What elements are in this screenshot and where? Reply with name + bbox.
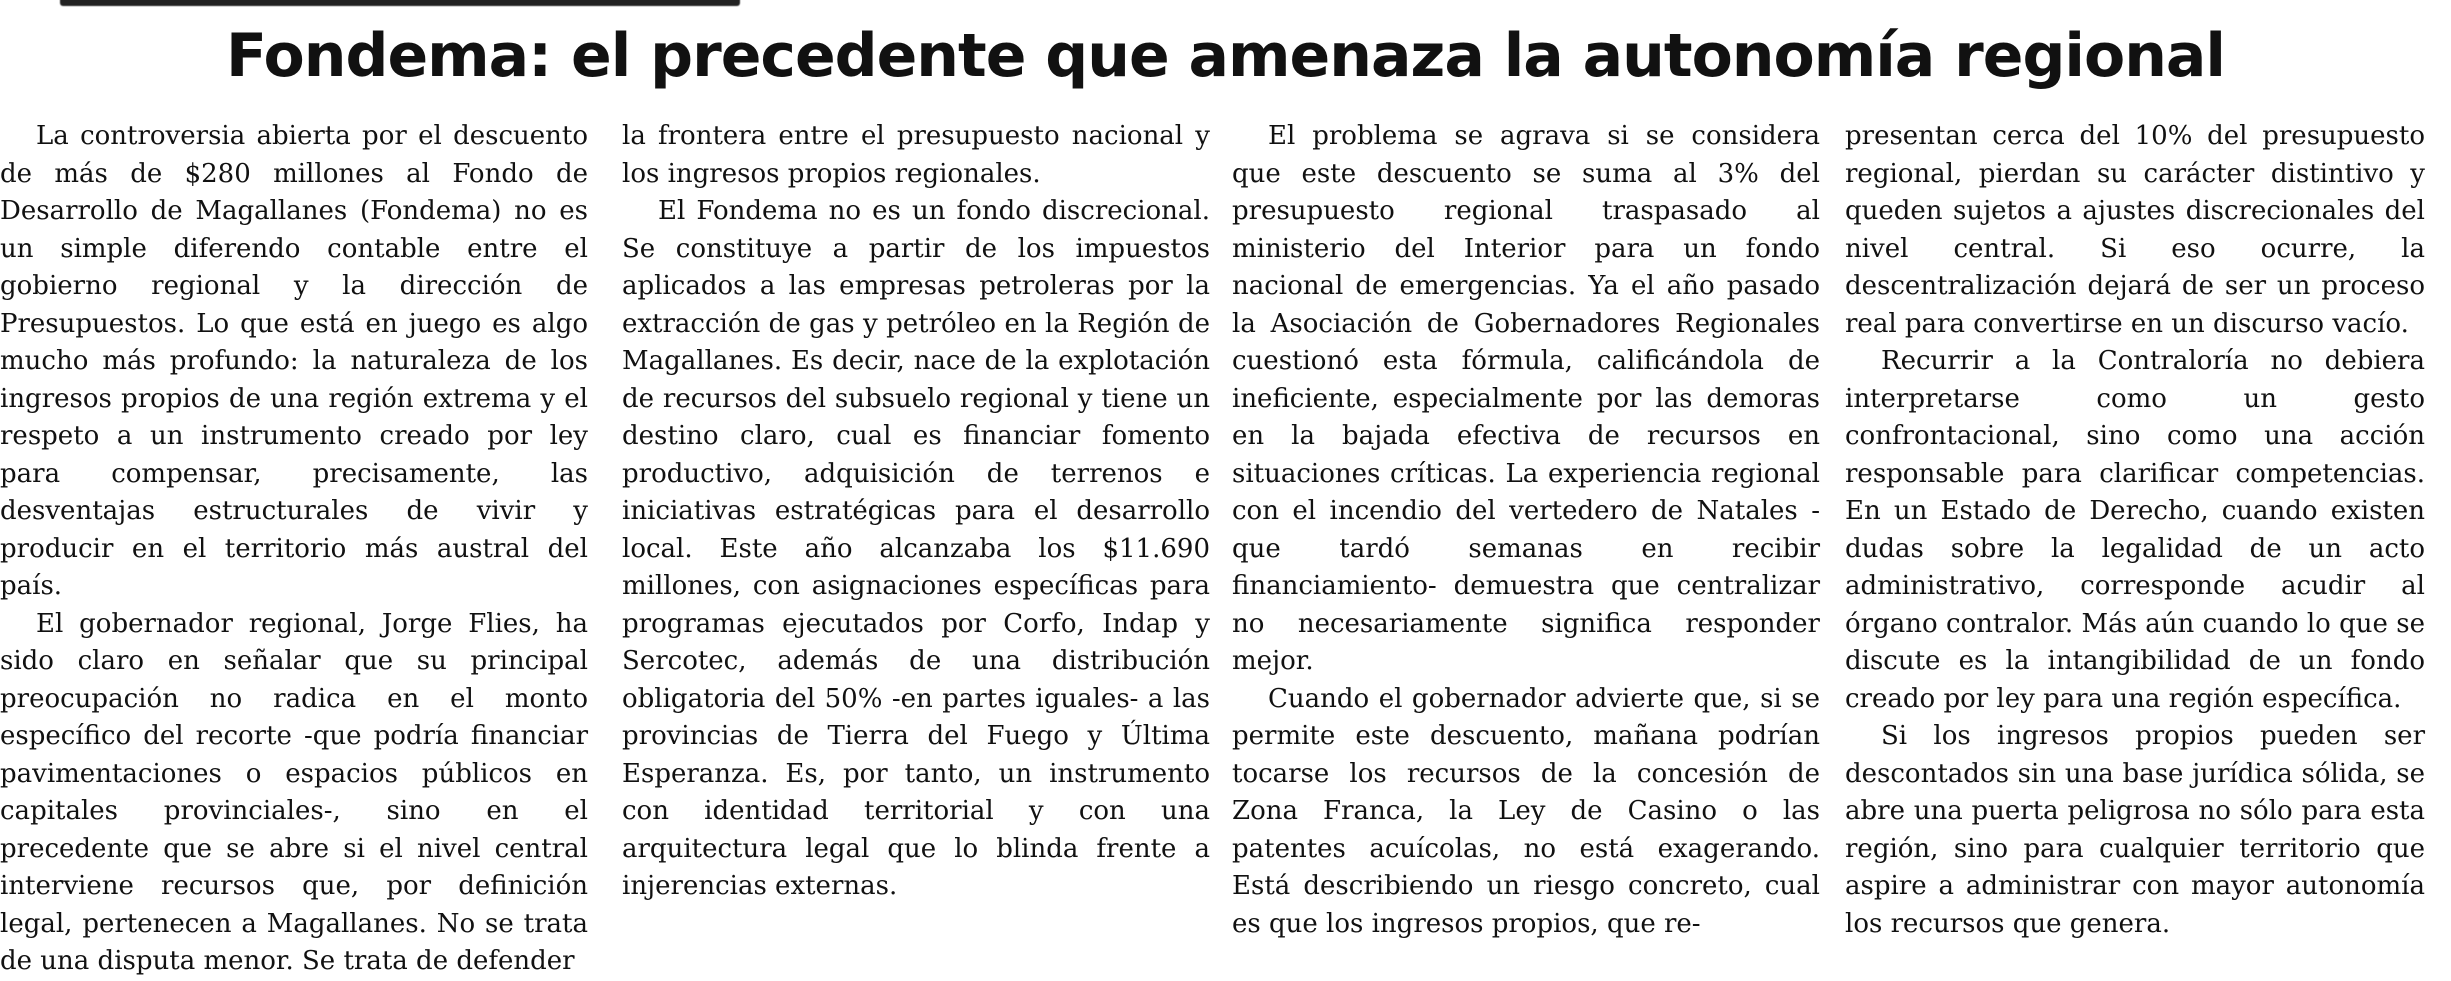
paragraph: El problema se agrava si se considera que este descuento se suma al 3% del presupuesto regional traspasado al ministerio del Interior para un fondo nacional de emergencias. Ya el año pasado la Asociación de Gobernadores Regionales cuestionó esta fórmula, calificándola de ineficiente, especialmente por las demoras en la bajada efectiva de recursos en situaciones críticas. La experiencia regional con el incendio del vertedero de Natales -que tardó semanas en recibir financiamiento- demuestra que centralizar no necesariamente significa responder mejor. bbox=[1232, 121, 1820, 676]
paragraph: La controversia abierta por el descuento de más de $280 millones al Fondo de Desarrollo de Magallanes (Fondema) no es un simple diferendo contable entre el gobierno regional y la dirección de Presupuestos. Lo que está en juego es algo mucho más profundo: la naturaleza de los ingresos propios de una región extrema y el respeto a un instrumento creado por ley para compensar, precisamente, las desventajas estructurales de vivir y producir en el territorio más austral del país. bbox=[0, 121, 588, 601]
cropped-heading-ink bbox=[60, 0, 740, 6]
paragraph: Cuando el gobernador advierte que, si se permite este descuento, mañana podrían tocarse los recursos de la concesión de Zona Franca, la Ley de Casino o las patentes acuícolas, no está exagerando. Está describiendo un riesgo concreto, cual es que los ingresos propios, que re- bbox=[1232, 683, 1820, 939]
paragraph: El Fondema no es un fondo discrecional. Se constituye a partir de los impuestos aplicados a las empresas petroleras por la extracción de gas y petróleo en la Región de Magallanes. Es decir, nace de la explotación de recursos del subsuelo regional y tiene un destino claro, cual es financiar fomento productivo, adquisición de terrenos e iniciativas estratégicas para el desarrollo local. Este año alcanzaba los $11.690 millones, con asignaciones específicas para programas ejecutados por Corfo, Indap y Sercotec, además de una distribución obligatoria del 50% -en partes iguales- a las provincias de Tierra del Fuego y Última Esperanza. Es, por tanto, un instrumento con identidad territorial y con una arquitectura legal que lo blinda frente a injerencias externas. bbox=[622, 196, 1210, 901]
cropped-top-heading bbox=[0, 0, 2451, 14]
article-column-3 bbox=[1232, 118, 1820, 943]
article-column-4 bbox=[1845, 118, 2425, 943]
paragraph: Recurrir a la Contraloría no debiera interpretarse como un gesto confrontacional, sino como una acción responsable para clarificar competencias. En un Estado de Derecho, cuando existen dudas sobre la legalidad de un acto administrativo, corresponde acudir al órgano contralor. Más aún cuando lo que se discute es la intangibilidad de un fondo creado por ley para una región específica. bbox=[1845, 346, 2425, 714]
paragraph: El gobernador regional, Jorge Flies, ha sido claro en señalar que su principal preocupación no radica en el monto específico del recorte -que podría financiar pavimentaciones o espacios públicos en capitales provinciales-, sino en el precedente que se abre si el nivel central interviene recursos que, por definición legal, pertenecen a Magallanes. No se trata de una disputa menor. Se trata de defender bbox=[0, 608, 588, 976]
article-headline: Fondema: el precedente que amenaza la autonomía regional bbox=[226, 21, 2225, 91]
paragraph-continued: la frontera entre el presupuesto nacional y los ingresos propios regionales. bbox=[622, 121, 1210, 189]
article-column-1 bbox=[0, 118, 588, 981]
article-column-2 bbox=[622, 118, 1210, 906]
article-body bbox=[0, 118, 2451, 976]
paragraph-continued: presentan cerca del 10% del presupuesto regional, pierdan su carácter distintivo y queden sujetos a ajustes discrecionales del nivel central. Si eso ocurre, la descentralización dejará de ser un proceso real para convertirse en un discurso vacío. bbox=[1845, 121, 2425, 339]
paragraph: Si los ingresos propios pueden ser descontados sin una base jurídica sólida, se abre una puerta peligrosa no sólo para esta región, sino para cualquier territorio que aspire a administrar con mayor autonomía los recursos que genera. bbox=[1845, 721, 2425, 939]
